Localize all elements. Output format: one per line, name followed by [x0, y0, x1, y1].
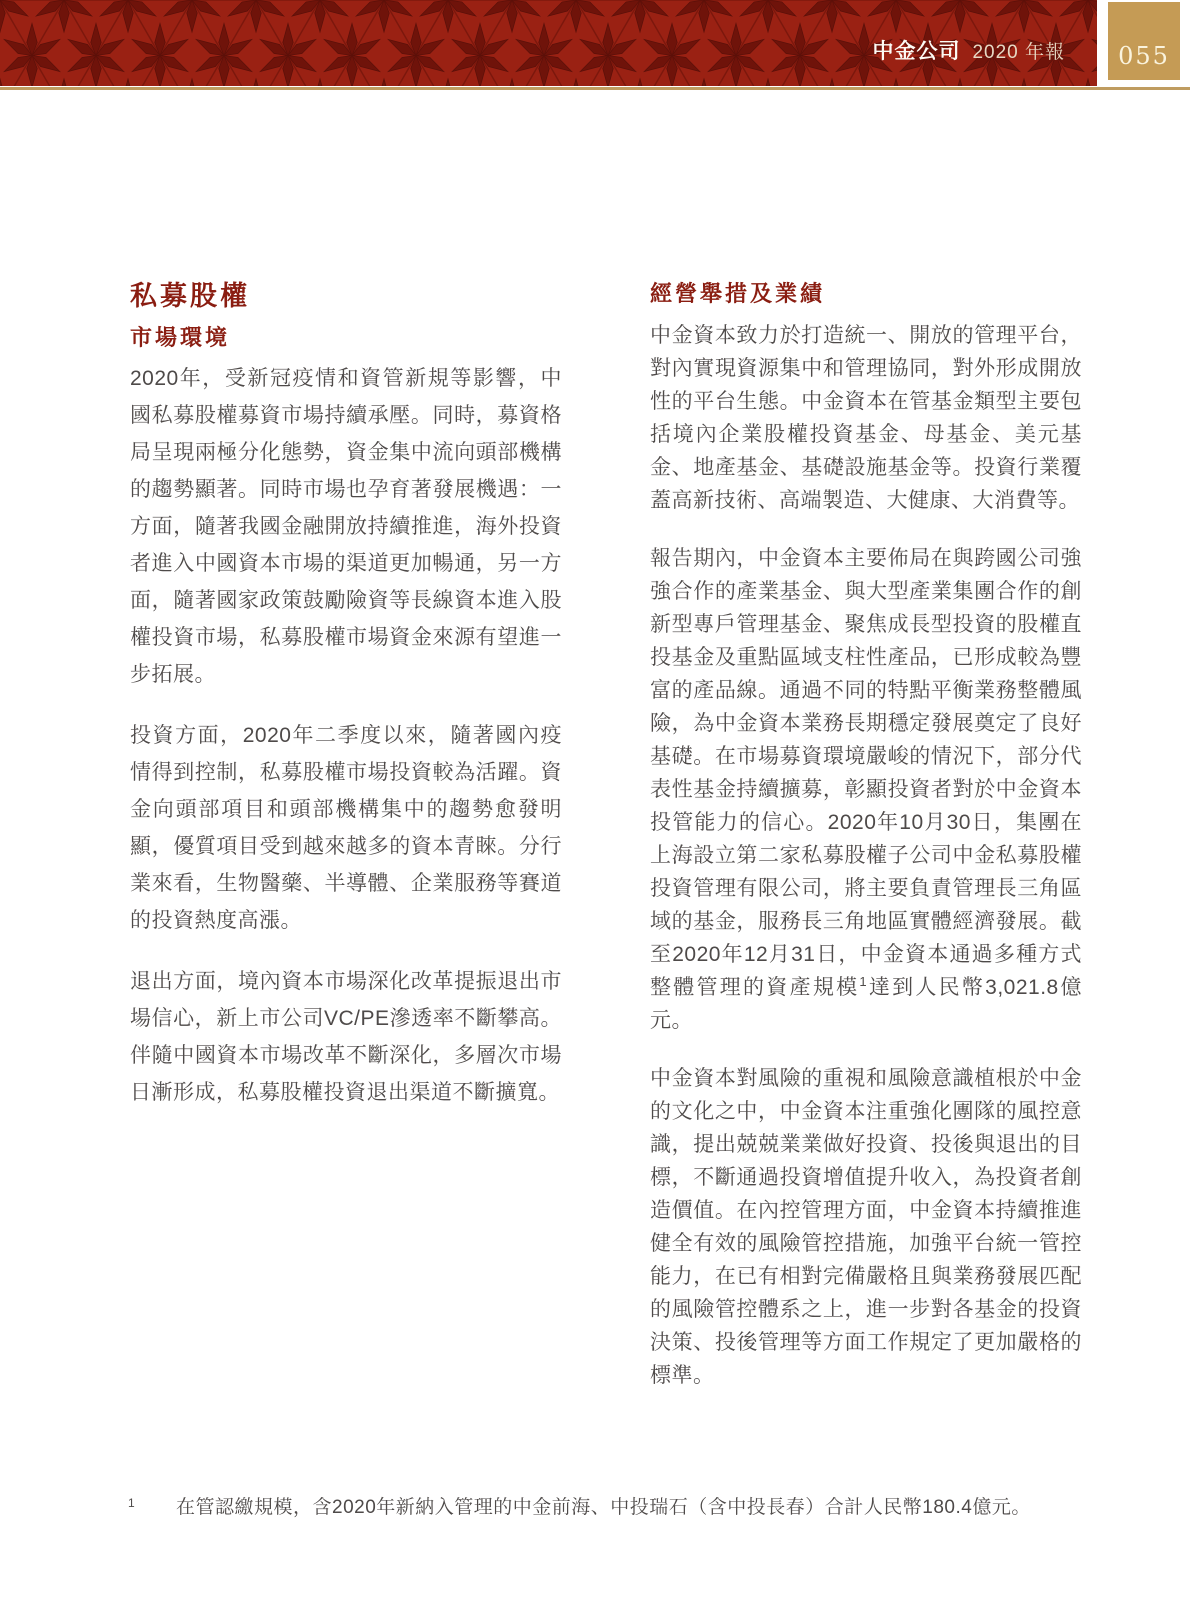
company-name: 中金公司: [872, 40, 961, 63]
page-number-box: [1108, 2, 1180, 80]
section-heading-private-equity: 私募股權: [130, 281, 250, 311]
footnote: [128, 1494, 1058, 1522]
left-paragraph-3: 退出方面，境內資本市場深化改革提振退出市場信心，新上市公司VC/PE滲透率不斷攀高。伴隨中國資本市場改革不斷深化，多層次市場日漸形成，私募股權投資退出渠道不斷擴寬。: [130, 970, 562, 1104]
footnote-reference-superscript: 1: [859, 974, 868, 989]
header-band: [0, 0, 1097, 86]
left-paragraph-2: 投資方面，2020年二季度以來，隨著國內疫情得到控制，私募股權市場投資較為活躍。資金向頭部項目和頭部機構集中的趨勢愈發明顯，優質項目受到越來越多的資本青睞。分行業來看，生物醫藥、半導體、企業服務等賽道的投資熱度高漲。: [130, 724, 562, 932]
subheading-market-environment: 市場環境: [130, 325, 231, 350]
gold-rule: [0, 87, 1190, 90]
right-paragraph-2-text: 報告期內，中金資本主要佈局在與跨國公司強強合作的產業基金、與大型產業集團合作的創新型專戶管理基金、聚焦成長型投資的股權直投基金及重點區域支柱性產品，已形成較為豐富的產品線。通過不同的特點平衡業務整體風險，為中金資本業務長期穩定發展奠定了良好基礎。在市場募資環境嚴峻的情況下，部分代表性基金持續擴募，彰顯投資者對於中金資本投管能力的信心。2020年10月30日，集團在上海設立第二家私募股權子公司中金私募股權投資管理有限公司，將主要負責管理長三角區域的基金，服務長三角地區實體經濟發展。截至2020年12月31日，中金資本通過多種方式整體管理的資產規模: [650, 547, 1082, 999]
subheading-operations-performance: 經營舉措及業績: [650, 281, 826, 306]
header-title: [872, 0, 1065, 86]
right-paragraph-2: [650, 542, 1082, 1037]
right-column: [650, 279, 1082, 1392]
right-paragraph-3: 中金資本對風險的重視和風險意識植根於中金的文化之中，中金資本注重強化團隊的風控意識，提出兢兢業業做好投資、投後與退出的目標，不斷通過投資增值提升收入，為投資者創造價值。在內控管理方面，中金資本持續推進健全有效的風險管控措施，加強平台統一管控能力，在已有相對完備嚴格且與業務發展匹配的風險管控體系之上，進一步對各基金的投資決策、投後管理等方面工作規定了更加嚴格的標準。: [650, 1067, 1082, 1387]
page-number: 055: [1118, 42, 1170, 70]
right-paragraph-2-tail: 達到人民幣3,021.8億元。: [650, 976, 1082, 1032]
right-paragraph-1: 中金資本致力於打造統一、開放的管理平台，對內實現資源集中和管理協同，對外形成開放性的平台生態。中金資本在管基金類型主要包括境內企業股權投資基金、母基金、美元基金、地產基金、基礎設施基金等。投資行業覆蓋高新技術、高端製造、大健康、大消費等。: [650, 324, 1082, 512]
footnote-marker: 1: [128, 1496, 135, 1510]
footnote-text: 在管認繳規模，含2020年新納入管理的中金前海、中投瑞石（含中投長春）合計人民幣180.4億元。: [176, 1497, 1031, 1518]
report-name: 2020 年報: [972, 41, 1065, 63]
left-column: [130, 279, 562, 1111]
left-paragraph-1: 2020年，受新冠疫情和資管新規等影響，中國私募股權募資市場持續承壓。同時，募資格局呈現兩極分化態勢，資金集中流向頭部機構的趨勢顯著。同時市場也孕育著發展機遇：一方面，隨著我國金融開放持續推進，海外投資者進入中國資本市場的渠道更加暢通，另一方面，隨著國家政策鼓勵險資等長線資本進入股權投資市場，私募股權市場資金來源有望進一步拓展。: [130, 367, 562, 686]
